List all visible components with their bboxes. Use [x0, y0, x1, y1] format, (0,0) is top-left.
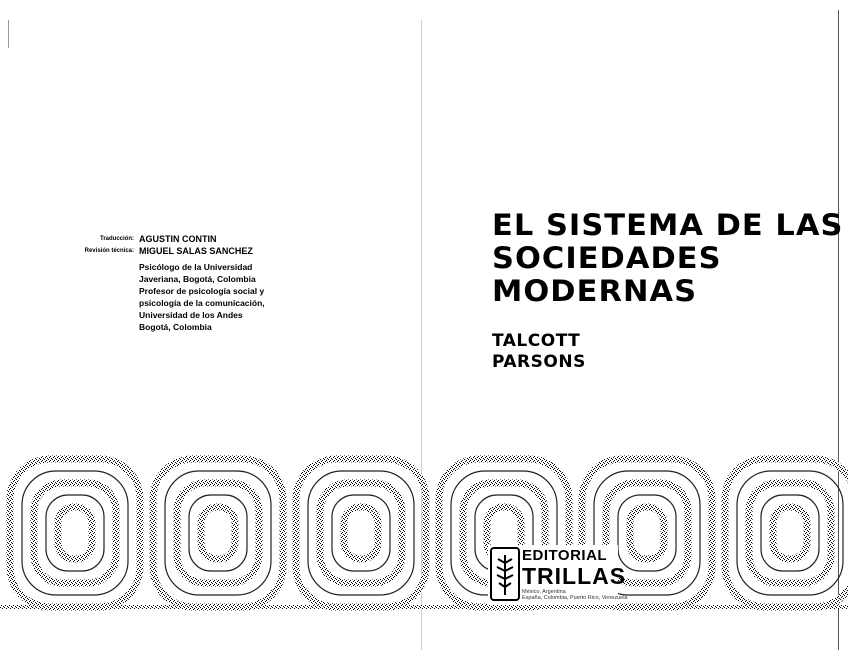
reviewer-bio	[139, 261, 299, 333]
book-title-line: SOCIEDADES	[492, 241, 722, 275]
left-page-edge	[8, 20, 9, 48]
lozenge-ring	[773, 507, 807, 559]
lozenge-ring	[308, 471, 414, 595]
publisher-locations-line1: México, Argentina	[522, 589, 566, 595]
wheat-sheaf-icon	[490, 547, 520, 601]
translator-name: AGUSTIN CONTIN	[139, 234, 217, 244]
publisher-name-line1: EDITORIAL	[522, 547, 608, 564]
translation-credit	[30, 233, 270, 245]
reviewer-bio-line: Psicólogo de la Universidad	[139, 262, 253, 272]
book-author	[492, 331, 586, 373]
publisher-locations	[522, 589, 627, 601]
reviewer-name: MIGUEL SALAS SANCHEZ	[139, 246, 253, 256]
book-title	[492, 209, 848, 308]
lozenge-ring	[22, 471, 128, 595]
lozenge-ring	[58, 507, 92, 559]
publisher-logo	[488, 545, 628, 605]
lozenge-ring	[737, 471, 843, 595]
review-role: Revisión técnica:	[84, 248, 134, 254]
lozenge-ring	[630, 507, 664, 559]
lozenge-ring	[201, 507, 235, 559]
reviewer-bio-line: Profesor de psicología social y	[139, 286, 265, 296]
book-title-line: MODERNAS	[492, 274, 698, 308]
book-title-line: EL SISTEMA DE LAS	[492, 208, 844, 242]
reviewer-bio-line: Universidad de los Andes	[139, 310, 243, 320]
credits-block	[30, 233, 270, 332]
publisher-locations-line2: España, Colombia, Puerto Rico, Venezuela	[522, 595, 628, 601]
translation-role: Traducción:	[99, 236, 134, 242]
decorative-pattern-band	[0, 455, 848, 615]
author-last-name: PARSONS	[492, 352, 586, 372]
review-credit	[30, 245, 270, 257]
publisher-name-line2: TRILLAS	[522, 563, 627, 589]
reviewer-bio-line: Bogotá, Colombia	[139, 322, 212, 332]
author-first-name: TALCOTT	[492, 331, 581, 351]
lozenge-ring	[344, 507, 378, 559]
reviewer-bio-line: psicología de la comunicación,	[139, 298, 265, 308]
lozenge-ring	[165, 471, 271, 595]
lozenge-group	[10, 459, 848, 607]
reviewer-bio-line: Javeriana, Bogotá, Colombia	[139, 274, 256, 284]
